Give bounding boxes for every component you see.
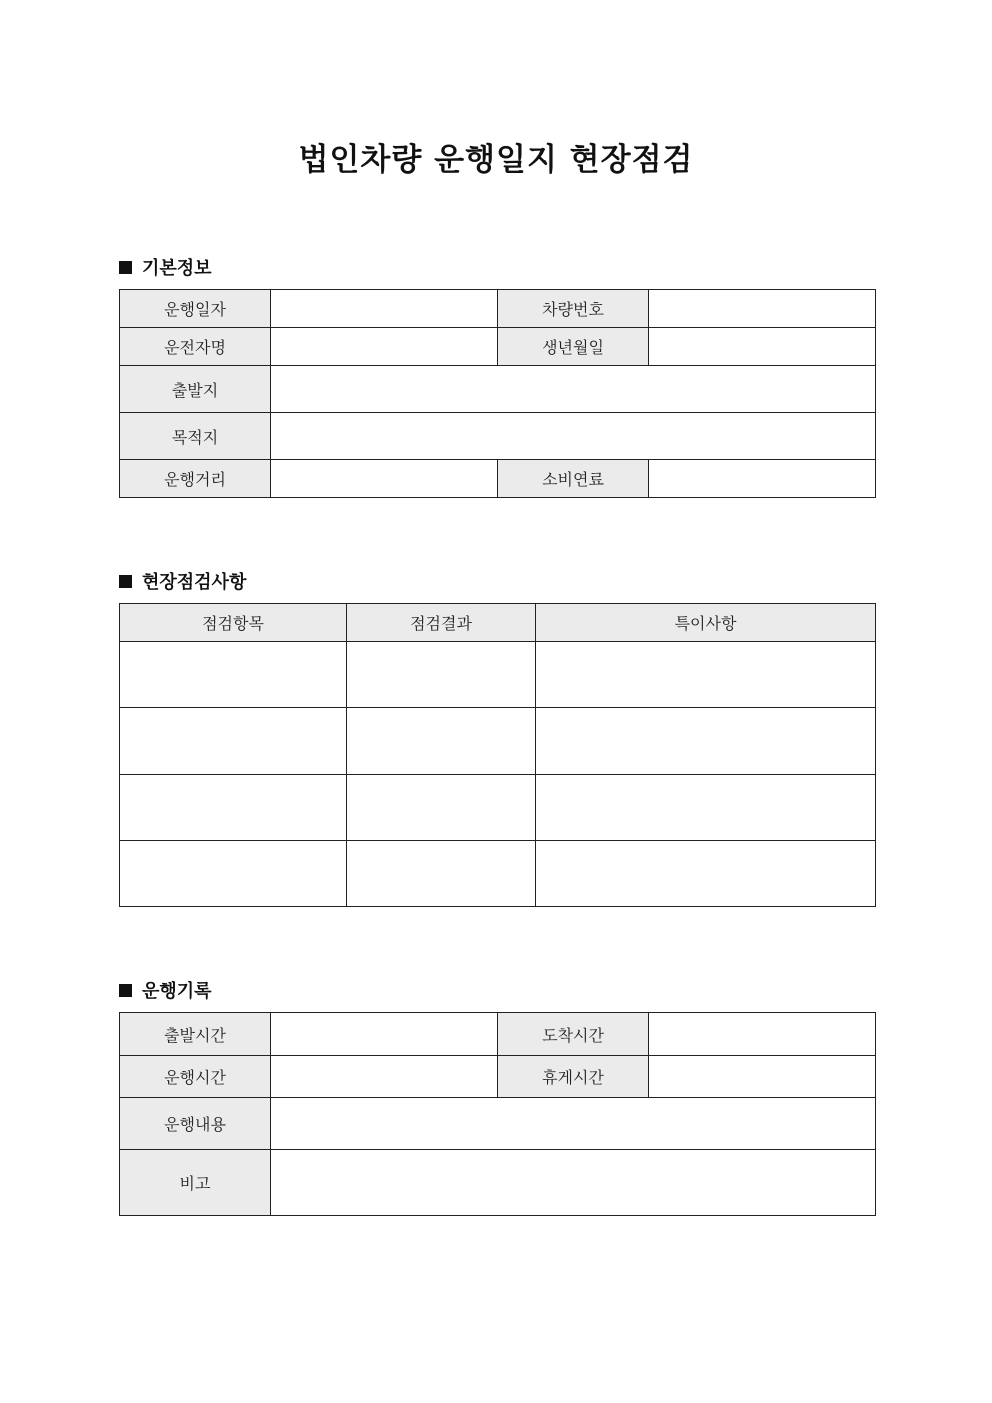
drive-time-label: 운행시간 (120, 1056, 271, 1098)
inspection-notes-cell[interactable] (536, 708, 876, 775)
inspection-item-cell[interactable] (120, 775, 347, 841)
section-title: 운행기록 (142, 981, 212, 1002)
inspection-item-cell[interactable] (120, 708, 347, 775)
departure-label: 출발지 (120, 366, 271, 413)
page-title: 법인차량 운행일지 현장점검 (298, 142, 694, 178)
inspection-table (119, 603, 876, 907)
section-heading-inspection (119, 568, 246, 594)
distance-label: 운행거리 (120, 460, 271, 498)
rest-time-field[interactable] (649, 1056, 876, 1098)
rest-time-label: 휴게시간 (498, 1056, 649, 1098)
square-bullet-icon (119, 261, 132, 274)
destination-field[interactable] (271, 413, 876, 460)
vehicle-number-label: 차량번호 (498, 290, 649, 328)
fuel-field[interactable] (649, 460, 876, 498)
inspection-notes-cell[interactable] (536, 642, 876, 708)
section-heading-basic (119, 254, 212, 280)
depart-time-field[interactable] (271, 1013, 498, 1056)
destination-label: 목적지 (120, 413, 271, 460)
departure-field[interactable] (271, 366, 876, 413)
section-heading-record (119, 977, 212, 1003)
vehicle-number-field[interactable] (649, 290, 876, 328)
remarks-label: 비고 (120, 1150, 271, 1216)
driver-name-label: 운전자명 (120, 328, 271, 366)
drive-date-field[interactable] (271, 290, 498, 328)
basic-info-table (119, 289, 876, 498)
fuel-label: 소비연료 (498, 460, 649, 498)
arrive-time-field[interactable] (649, 1013, 876, 1056)
drive-content-label: 운행내용 (120, 1098, 271, 1150)
drive-time-field[interactable] (271, 1056, 498, 1098)
inspection-result-cell[interactable] (347, 708, 536, 775)
section-title: 현장점검사항 (142, 572, 247, 593)
column-header-result: 점검결과 (347, 604, 536, 642)
square-bullet-icon (119, 575, 132, 588)
inspection-notes-cell[interactable] (536, 775, 876, 841)
birth-date-label: 생년월일 (498, 328, 649, 366)
distance-field[interactable] (271, 460, 498, 498)
table-row (120, 642, 876, 708)
table-row (120, 775, 876, 841)
column-header-notes: 특이사항 (536, 604, 876, 642)
driver-name-field[interactable] (271, 328, 498, 366)
inspection-item-cell[interactable] (120, 841, 347, 907)
inspection-result-cell[interactable] (347, 841, 536, 907)
inspection-item-cell[interactable] (120, 642, 347, 708)
inspection-result-cell[interactable] (347, 642, 536, 708)
square-bullet-icon (119, 984, 132, 997)
drive-record-table (119, 1012, 876, 1216)
inspection-notes-cell[interactable] (536, 841, 876, 907)
drive-date-label: 운행일자 (120, 290, 271, 328)
column-header-item: 점검항목 (120, 604, 347, 642)
table-row (120, 708, 876, 775)
table-row (120, 841, 876, 907)
drive-content-field[interactable] (271, 1098, 876, 1150)
arrive-time-label: 도착시간 (498, 1013, 649, 1056)
remarks-field[interactable] (271, 1150, 876, 1216)
birth-date-field[interactable] (649, 328, 876, 366)
depart-time-label: 출발시간 (120, 1013, 271, 1056)
section-title: 기본정보 (142, 258, 212, 279)
inspection-result-cell[interactable] (347, 775, 536, 841)
